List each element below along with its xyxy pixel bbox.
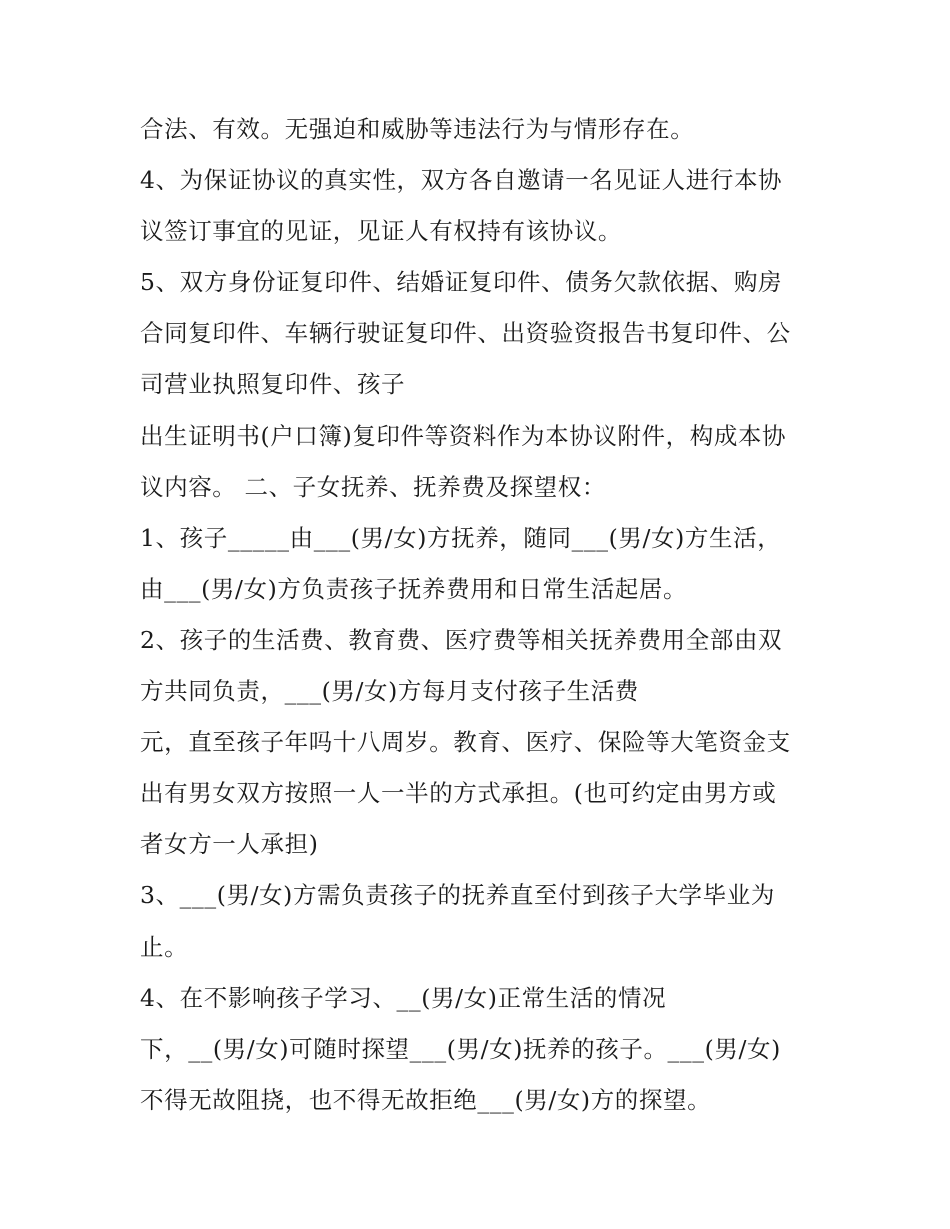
text-line: 2、孩子的生活费、教育费、医疗费等相关抚养费用全部由双 [140,625,783,654]
text-line: 由___(男/女)方负责孩子抚养费用和日常生活起居。 [140,574,688,603]
text-line: 5、双方身份证复印件、结婚证复印件、债务欠款依据、购房 [140,268,783,297]
text-line: 合法、有效。无强迫和威胁等违法行为与情形存在。 [140,115,695,143]
text-line: 者女方一人承担) [140,830,319,859]
text-line: 不得无故阻挠，也不得无故拒绝___(男/女)方的探望。 [140,1085,712,1114]
text-line: 出有男女双方按照一人一半的方式承担。(也可约定由男方或 [140,779,777,808]
text-line: 4、在不影响孩子学习、__(男/女)正常生活的情况 [140,983,667,1012]
text-line: 3、___(男/女)方需负责孩子的抚养直至付到孩子大学毕业为 [140,881,775,910]
text-line: 司营业执照复印件、孩子 [140,370,406,399]
text-line: 下，__(男/女)可随时探望___(男/女)抚养的孩子。___(男/女) [140,1034,781,1063]
text-line: 出生证明书(户口簿)复印件等资料作为本协议附件，构成本协 [140,421,787,450]
text-line: 止。 [140,932,189,961]
text-line: 议内容。 二、子女抚养、抚养费及探望权： [140,472,606,501]
text-line: 议签订事宜的见证，见证人有权持有该协议。 [140,217,622,246]
text-line: 1、孩子_____由___(男/女)方抚养，随同___(男/女)方生活， [140,523,782,552]
document-body [140,104,830,1126]
text-line: 元，直至孩子年吗十八周岁。教育、医疗、保险等大笔资金支 [140,728,791,757]
text-line: 4、为保证协议的真实性，双方各自邀请一名见证人进行本协 [140,166,783,195]
text-line: 合同复印件、车辆行驶证复印件、出资验资报告书复印件、公 [140,319,791,348]
text-line: 方共同负责，___(男/女)方每月支付孩子生活费 [140,677,639,706]
